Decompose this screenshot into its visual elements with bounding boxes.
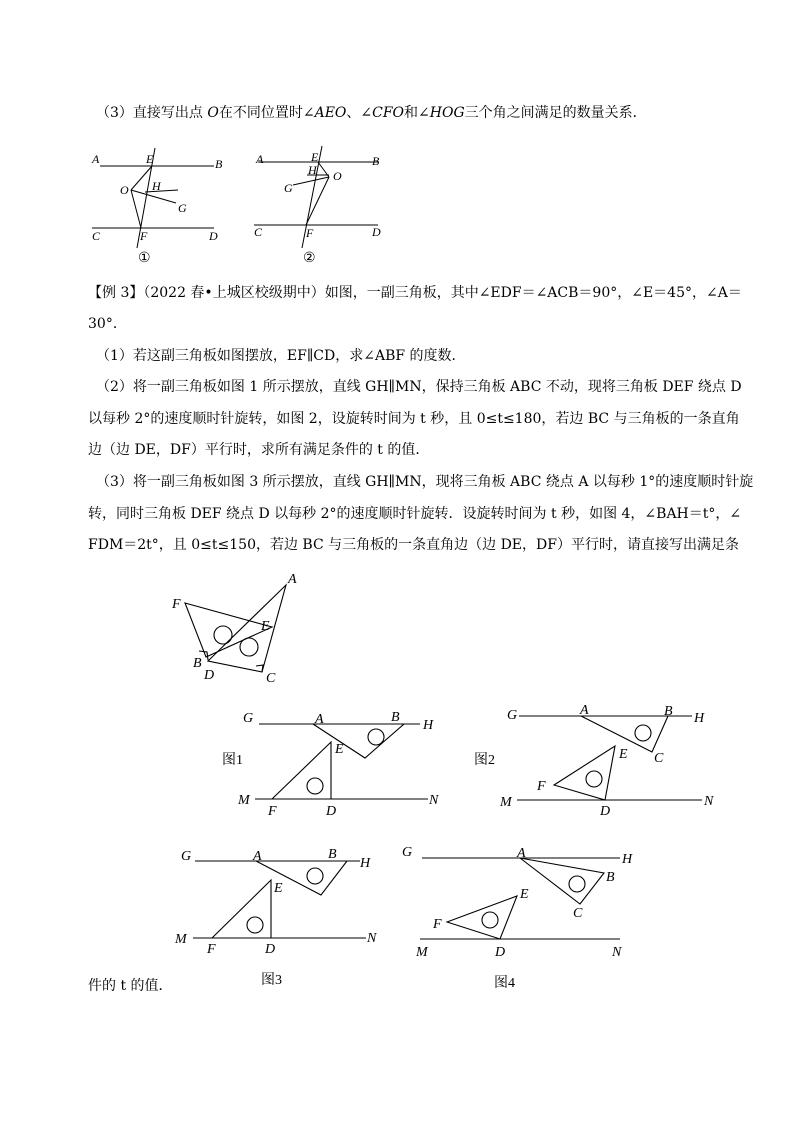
fig3-label-f: F	[207, 942, 216, 957]
tri-label-e: E	[261, 619, 270, 634]
fig4-label-n: N	[612, 945, 622, 960]
example-3-line-1: 【例 3】（2022 春•上城区校级期中）如图，一副三角板，其中∠EDF＝∠ACB＝90°，∠E＝45°，∠A＝	[88, 285, 742, 301]
fig1-label-e: E	[335, 742, 344, 757]
fig2-label-g: G	[507, 708, 518, 723]
fig-top1-label-h: H	[152, 179, 161, 193]
tri-label-c: C	[266, 671, 276, 686]
fig-top1-label-e: E	[146, 152, 154, 166]
part-1-text: （1）若这副三角板如图摆放，EF∥CD，求∠ABF 的度数．	[96, 348, 466, 364]
fig-top2-caption: ②	[303, 251, 316, 266]
fig-top1-label-c: C	[92, 229, 101, 243]
q3-point-o: O	[207, 105, 219, 121]
fig4-label-b: B	[606, 870, 615, 885]
fig2-label-m: M	[500, 795, 512, 810]
fig1-label-h: H	[423, 718, 434, 733]
part-2-line-1: （2）将一副三角板如图 1 所示摆放，直线 GH∥MN，保持三角板 ABC 不动，现将三角板 DEF 绕点 D	[96, 379, 742, 395]
fig3-label-b: B	[328, 847, 337, 862]
fig-top1-caption: ①	[138, 251, 151, 266]
fig2-label-e: E	[619, 747, 628, 762]
fig-top2-label-c: C	[254, 225, 263, 239]
tri-label-f: F	[172, 597, 181, 612]
fig2-caption: 图2	[474, 753, 495, 768]
fig2-label-n: N	[704, 794, 714, 809]
q3-text-3: 、∠	[346, 105, 373, 121]
fig4-label-g: G	[402, 845, 413, 860]
q3-text-5: 三个角之间满足的数量关系．	[464, 105, 647, 121]
fig-top1-label-o: O	[120, 183, 129, 197]
part-2-line-2: 以每秒 2°的速度顺时针旋转，如图 2，设旋转时间为 t 秒，且 0≤t≤180，若边 BC 与三角板的一条直角	[88, 411, 740, 427]
tri-label-b: B	[193, 656, 202, 671]
fig3-label-h: H	[360, 856, 371, 871]
fig1-label-f: F	[268, 804, 277, 819]
part-3-line-2: 转，同时三角板 DEF 绕点 D 以每秒 2°的速度顺时针旋转．设旋转时间为 t 秒，如图 4，∠BAH＝t°，∠	[88, 506, 742, 522]
fig2-label-d: D	[600, 804, 611, 819]
fig3-label-a: A	[253, 849, 262, 864]
fig1-label-m: M	[238, 793, 250, 808]
fig4-label-a: A	[517, 846, 526, 861]
fig-top1-label-b: B	[215, 157, 223, 171]
fig-top2-label-o: O	[333, 169, 342, 183]
part-3-line-1: （3）将一副三角板如图 3 所示摆放，直线 GH∥MN，现将三角板 ABC 绕点 A 以每秒 1°的速度顺时针旋	[96, 474, 754, 490]
fig3-caption: 图3	[261, 973, 282, 988]
fig2-label-f: F	[537, 779, 546, 794]
fig3-label-m: M	[175, 932, 187, 947]
fig-top2-label-a: A	[256, 152, 264, 166]
q3-angle-cfo: CFO	[372, 105, 405, 121]
q3-text-2: 在不同位置时∠	[218, 105, 315, 121]
q3-angle-hog: HOG	[429, 105, 465, 121]
q3-text-1: （3）直接写出点	[96, 105, 208, 121]
fig-top2-label-g: G	[284, 181, 293, 195]
fig3-label-e: E	[274, 881, 283, 896]
fig-top2-label-e: E	[311, 150, 319, 164]
fig2-label-b: B	[664, 704, 673, 719]
fig-top1-label-d: D	[209, 229, 218, 243]
fig1-label-d: D	[326, 804, 337, 819]
fig-top2-label-b: B	[372, 154, 380, 168]
fig-top2-label-h: H	[308, 163, 317, 177]
fig2-label-a: A	[580, 703, 589, 718]
fig4-label-e: E	[520, 887, 529, 902]
fig-top1-label-f: F	[140, 229, 148, 243]
fig3-label-d: D	[265, 942, 276, 957]
part-3-line-3: FDM＝2t°，且 0≤t≤150，若边 BC 与三角板的一条直角边（边 DE，DF）平行时，请直接写出满足条	[88, 537, 739, 553]
fig2-label-h: H	[694, 711, 705, 726]
fig3-label-n: N	[367, 931, 377, 946]
fig1-label-a: A	[315, 712, 324, 727]
fig1-label-n: N	[429, 793, 439, 808]
fig1-caption: 图1	[222, 753, 243, 768]
fig1-label-b: B	[391, 710, 400, 725]
part-2-line-3: 边（边 DE，DF）平行时，求所有满足条件的 t 的值．	[88, 442, 430, 458]
tri-label-a: A	[288, 572, 297, 587]
example-3-line-2: 30°．	[88, 316, 127, 332]
fig3-label-g: G	[181, 849, 192, 864]
tri-label-d: D	[204, 668, 215, 683]
fig1-label-g: G	[243, 711, 254, 726]
fig-top2-label-d: D	[372, 225, 381, 239]
q3-angle-aeo: AEO	[314, 105, 347, 121]
fig4-label-c: C	[573, 906, 583, 921]
fig-top1-label-g: G	[178, 201, 187, 215]
fig4-label-f: F	[433, 917, 442, 932]
part-3-tail: 件的 t 的值．	[88, 978, 173, 994]
fig2-label-c: C	[654, 751, 664, 766]
fig4-label-d: D	[495, 945, 506, 960]
q3-text-4: 和∠	[404, 105, 430, 121]
fig4-label-m: M	[416, 945, 428, 960]
fig-top1-label-a: A	[92, 152, 100, 166]
fig4-label-h: H	[622, 852, 633, 867]
fig4-caption: 图4	[494, 976, 515, 991]
fig-top2-label-f: F	[306, 226, 314, 240]
